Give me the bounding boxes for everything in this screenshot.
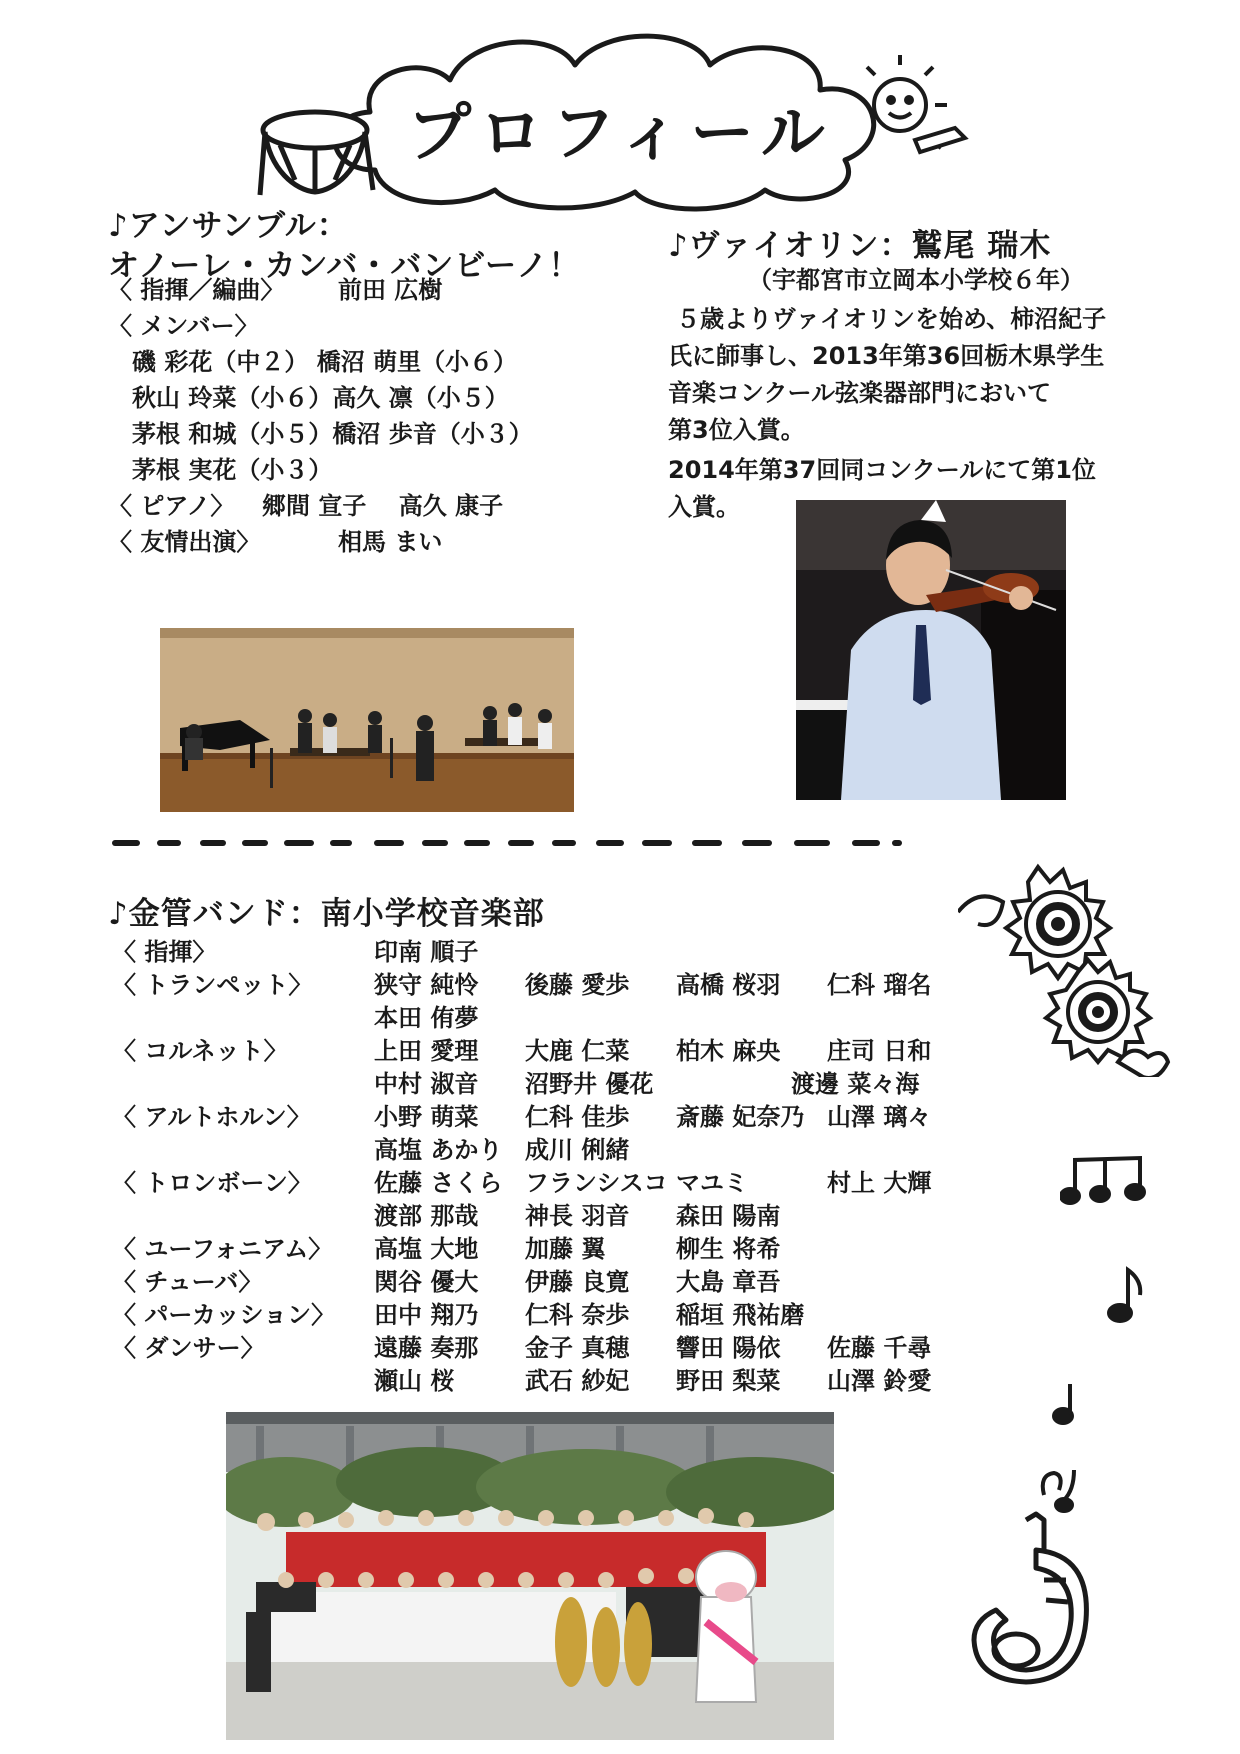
member-line: 秋山 玲菜（小６）高久 凛（小５）: [132, 384, 509, 412]
brass-member-name: 渡部 那哉: [374, 1202, 479, 1230]
brass-member-name: 稲垣 飛祐磨: [676, 1301, 805, 1329]
brass-member-name: 関谷 優大: [374, 1268, 479, 1296]
brass-section-label: 〈 指揮〉: [112, 938, 217, 966]
brass-member-name: 成川 俐緒: [525, 1136, 630, 1164]
brass-member-name: 狭守 純怜: [374, 971, 479, 999]
tuba-icon: [966, 1510, 1106, 1690]
violinist-photo: [796, 500, 1066, 800]
brass-member-name: 渡邊 菜々海: [791, 1070, 920, 1098]
row-label: 〈 友情出演〉: [108, 528, 261, 556]
brass-member-name: 遠藤 奏那: [374, 1334, 479, 1362]
violin-bio-line: 第3位入賞。: [668, 416, 805, 444]
brass-member-name: 高塩 大地: [374, 1235, 479, 1263]
quarter-note-icon: [1046, 1382, 1086, 1427]
row-value: 前田 広樹: [338, 276, 443, 304]
brass-member-name: 佐藤 さくら: [374, 1169, 503, 1197]
row-value: 相馬 まい: [338, 528, 443, 556]
violin-bio-line: 音楽コンクール弦楽器部門において: [668, 379, 1052, 407]
ensemble-row: [108, 278, 284, 302]
brass-member-name: フランシスコ マユミ: [525, 1169, 749, 1197]
member-line: 茅根 和城（小５）橋沼 歩音（小３）: [132, 420, 533, 448]
brass-member-name: 高橋 桜羽: [676, 971, 781, 999]
flower-doodle-icon: [958, 862, 1173, 1077]
section-divider: [112, 840, 902, 850]
row-label: 〈 ピアノ〉: [108, 492, 235, 520]
brass-section-label: 〈 チューバ〉: [112, 1268, 263, 1296]
beamed-notes-icon: [1060, 1150, 1150, 1210]
brass-member-name: 山澤 璃々: [827, 1103, 932, 1131]
brass-member-name: 響田 陽依: [676, 1334, 781, 1362]
page-title: プロフィール: [407, 97, 833, 171]
eighth-note-icon: [1100, 1265, 1150, 1325]
row-value: 郷間 宣子 高久 康子: [262, 492, 504, 520]
brass-member-name: 瀬山 桜: [374, 1367, 455, 1395]
brass-member-name: 仁科 佳歩: [525, 1103, 630, 1131]
brass-section-label: 〈 トランペット〉: [112, 971, 313, 999]
brass-section-label: 〈 ユーフォニアム〉: [112, 1235, 333, 1263]
violin-heading: ♪ヴァイオリン：鷲尾 瑞木: [668, 228, 1052, 264]
brass-section-label: 〈 トロンボーン〉: [112, 1169, 312, 1197]
ensemble-heading: ♪アンサンブル：: [108, 208, 349, 244]
brass-member-name: 上田 愛理: [374, 1037, 479, 1065]
brass-member-name: 仁科 瑠名: [827, 971, 932, 999]
brass-member-name: 村上 大輝: [827, 1169, 932, 1197]
violin-school: （宇都宮市立岡本小学校６年）: [748, 266, 1084, 294]
member-line: 茅根 実花（小３）: [132, 456, 333, 484]
brass-member-name: 佐藤 千尋: [827, 1334, 932, 1362]
brass-member-name: 加藤 翼: [525, 1235, 606, 1263]
brass-member-name: 大鹿 仁菜: [525, 1037, 630, 1065]
row-label: 〈 メンバー〉: [108, 312, 259, 340]
ensemble-name: オノーレ・カンバ・バンビーノ！: [108, 248, 581, 284]
sun-character-icon: [867, 55, 965, 152]
brass-member-name: 伊藤 良寛: [525, 1268, 630, 1296]
member-line: 磯 彩花（中２） 橋沼 萌里（小６）: [132, 348, 518, 376]
brass-member-name: 高塩 あかり: [374, 1136, 503, 1164]
brass-member-name: 野田 梨菜: [676, 1367, 781, 1395]
brass-member-name: 武石 紗妃: [525, 1367, 630, 1395]
brass-member-name: 森田 陽南: [676, 1202, 781, 1230]
violin-bio-line: 2014年第37回同コンクールにて第1位: [668, 456, 1096, 484]
brass-member-name: 金子 真穂: [525, 1334, 630, 1362]
brass-band-group-photo: [226, 1412, 834, 1740]
brass-member-name: 後藤 愛歩: [525, 971, 630, 999]
brass-member-name: 大島 章吾: [676, 1268, 781, 1296]
brass-member-name: 庄司 日和: [827, 1037, 932, 1065]
violin-bio-line: 氏に師事し、2013年第36回栃木県学生: [668, 342, 1105, 370]
brass-member-name: 柳生 将希: [676, 1235, 781, 1263]
brass-section-label: 〈 ダンサー〉: [112, 1334, 265, 1362]
brass-heading: ♪金管バンド：南小学校音楽部: [108, 896, 545, 932]
brass-member-name: 沼野井 優花: [525, 1070, 654, 1098]
violin-bio-line: 入賞。: [668, 493, 740, 521]
brass-member-name: 本田 侑夢: [374, 1004, 479, 1032]
row-label: 〈 指揮／編曲〉: [108, 276, 285, 304]
brass-member-name: 中村 淑音: [374, 1070, 479, 1098]
brass-member-name: 小野 萌菜: [374, 1103, 479, 1131]
brass-section-label: 〈 コルネット〉: [112, 1037, 288, 1065]
brass-section-label: 〈 パーカッション〉: [112, 1301, 336, 1329]
brass-member-name: 柏木 麻央: [676, 1037, 781, 1065]
brass-member-name: 斎藤 妃奈乃: [676, 1103, 805, 1131]
brass-member-name: 山澤 鈴愛: [827, 1367, 932, 1395]
ensemble-stage-photo: [160, 628, 574, 812]
brass-member-name: 仁科 奈歩: [525, 1301, 630, 1329]
drum-icon: [260, 112, 373, 195]
brass-member-name: 神長 羽音: [525, 1202, 630, 1230]
brass-member-name: 印南 順子: [374, 938, 479, 966]
brass-member-name: 田中 翔乃: [374, 1301, 479, 1329]
brass-section-label: 〈 アルトホルン〉: [112, 1103, 311, 1131]
violin-bio-line: ５歳よりヴァイオリンを始め、柿沼紀子: [676, 305, 1107, 333]
